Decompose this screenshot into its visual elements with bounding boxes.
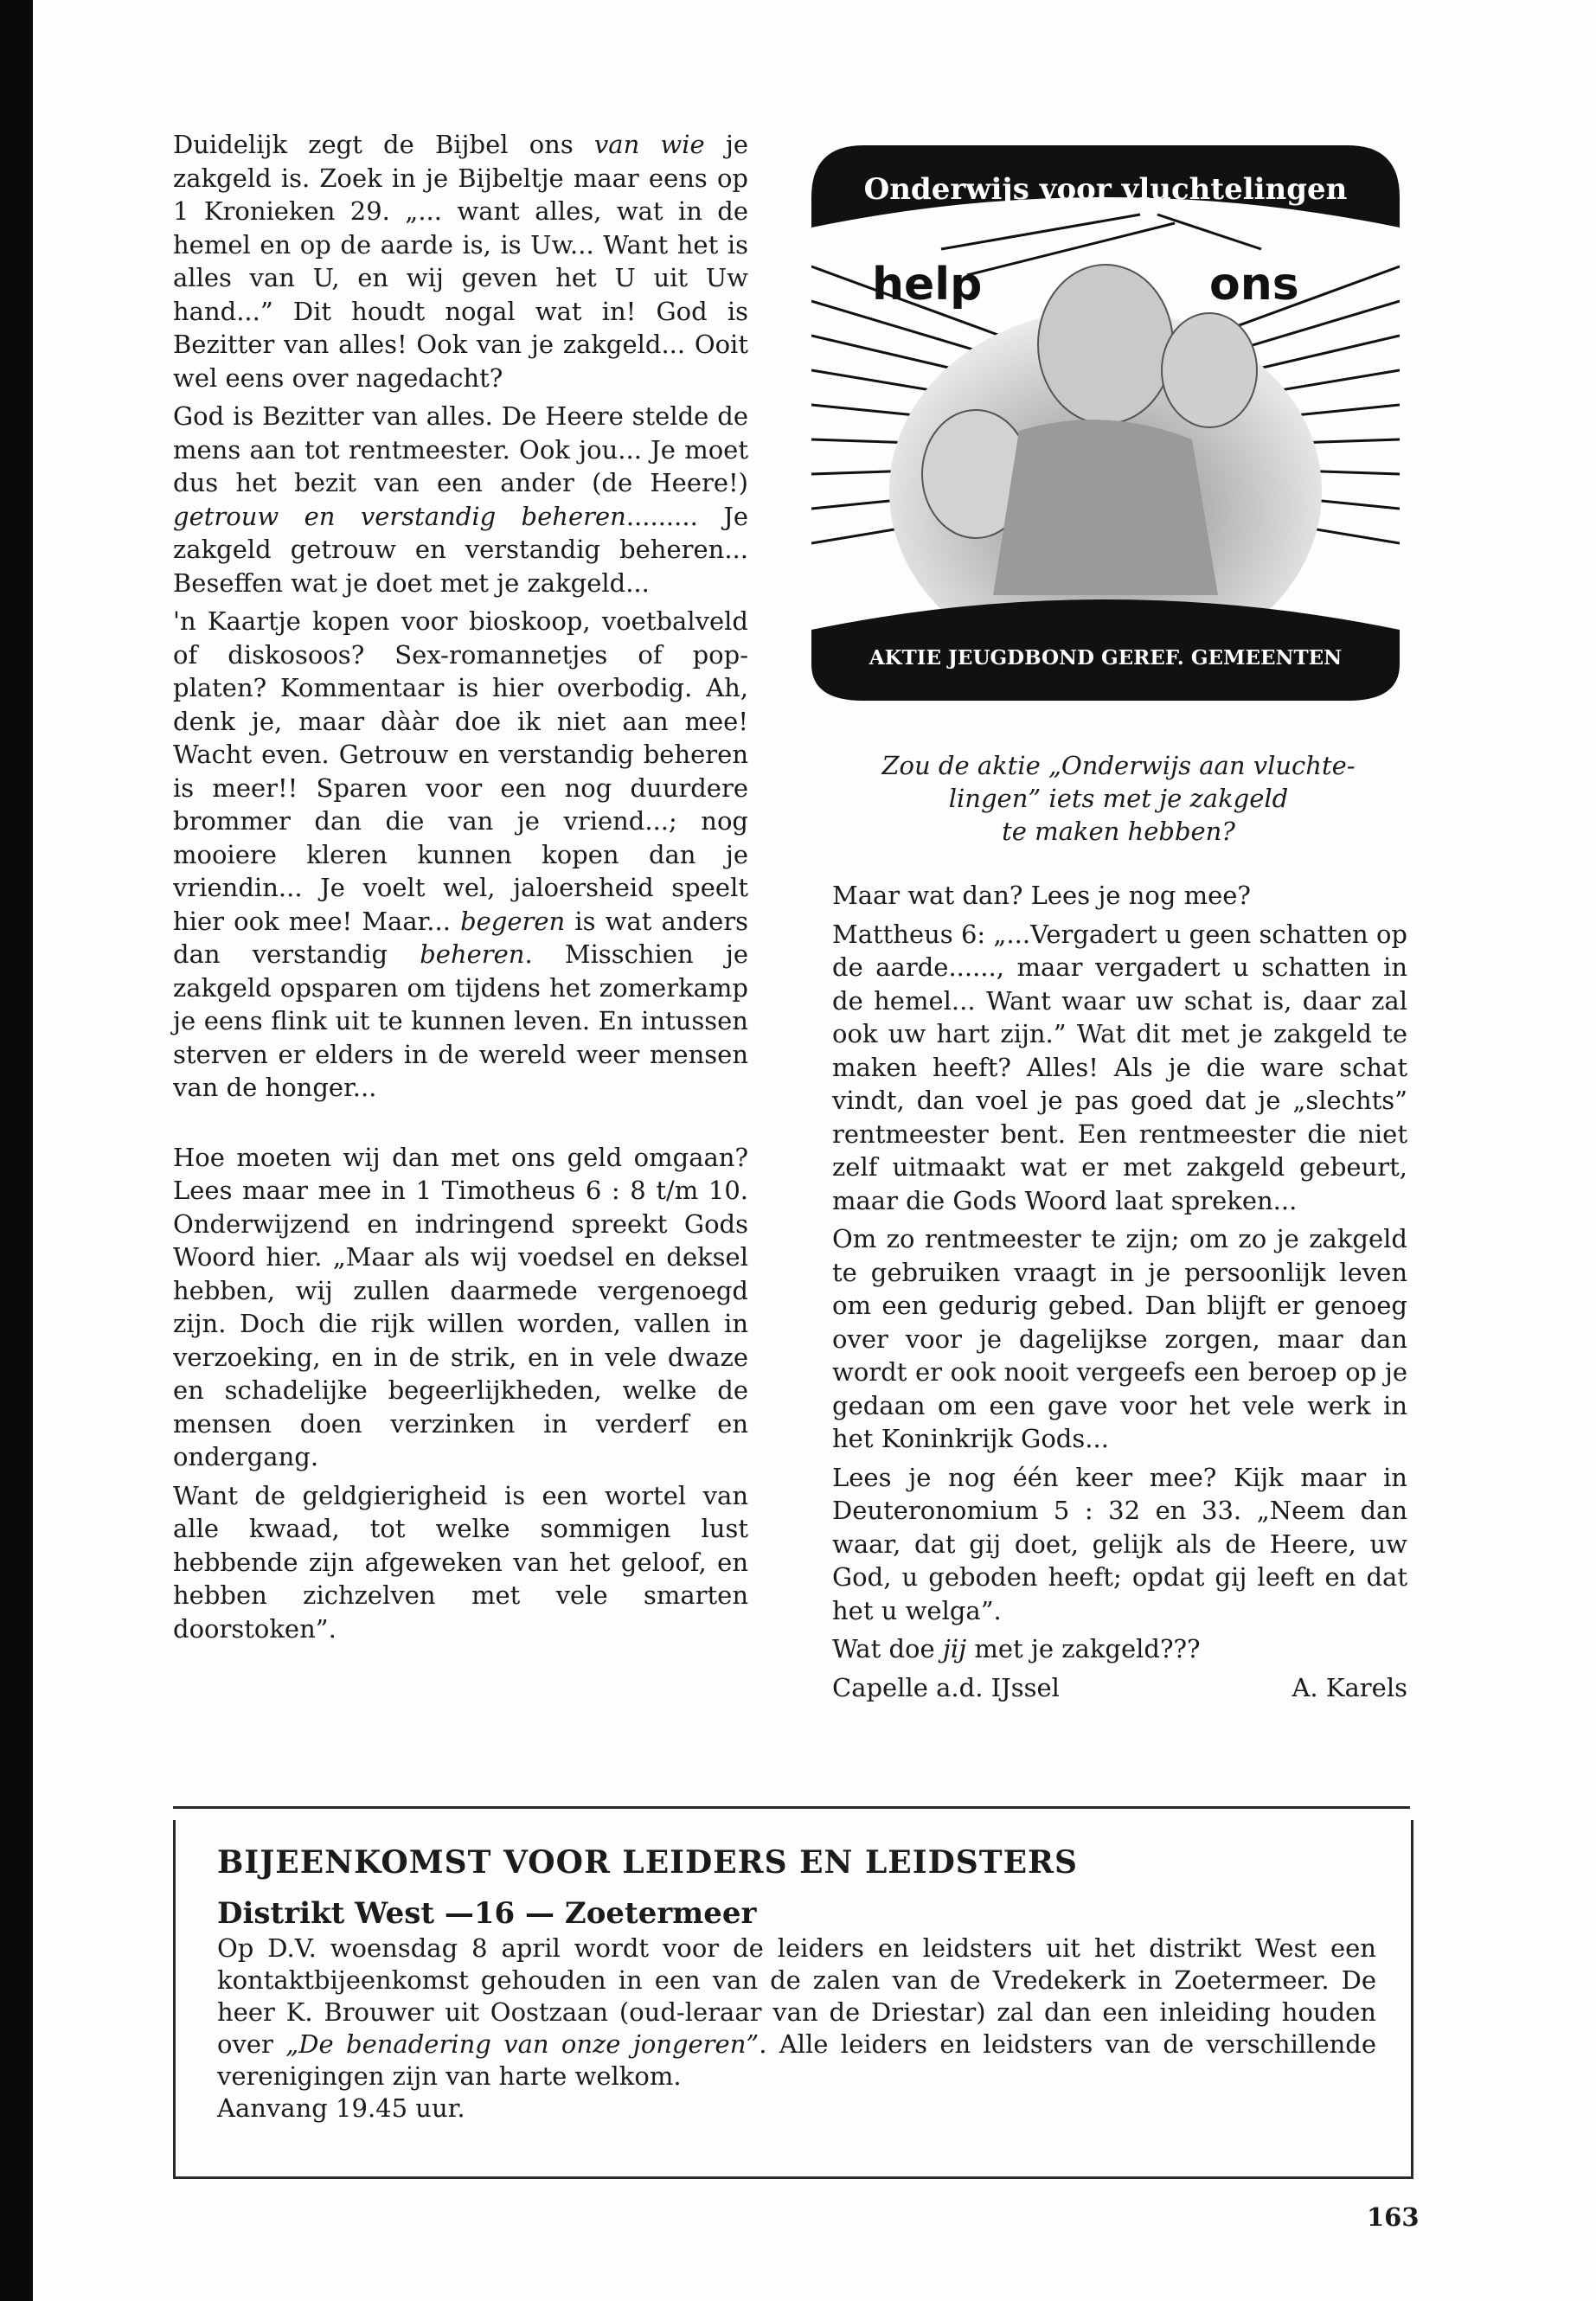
text-run: . Misschien je zakgeld opsparen om tijdens het zomerkamp je eens flink uit te kunnen leven. En intussen sterven er elders in de wereld weer mensen van de honger... bbox=[173, 939, 749, 1102]
signature-author: A. Karels bbox=[1292, 1672, 1407, 1702]
text-run: . Alle leiders en leidsters van de verschillende verenigingen zijn van harte welkom. bbox=[217, 2029, 1377, 2091]
italic-text: begeren bbox=[460, 906, 566, 936]
text-run: Duidelijk zegt de Bijbel ons bbox=[173, 130, 594, 159]
paragraph bbox=[832, 879, 1407, 913]
paragraph bbox=[173, 128, 748, 394]
paragraph bbox=[832, 918, 1407, 1218]
right-column bbox=[832, 879, 1407, 1704]
italic-text: jij bbox=[942, 1634, 967, 1663]
notice-closing: Aanvang 19.45 uur. bbox=[217, 2093, 465, 2123]
text-run: is wat anders dan verstandig bbox=[173, 906, 748, 969]
right-paragraphs bbox=[832, 879, 1407, 1666]
poster-banner-text: AKTIE JEUGDBOND GEREF. GEMEENTEN bbox=[869, 646, 1343, 670]
notice-content bbox=[217, 1844, 1376, 2125]
italic-text: getrouw en verstandig beheren bbox=[173, 501, 626, 531]
paragraph bbox=[832, 1632, 1407, 1666]
text-run: Want de geldgierigheid is een wortel van alle kwaad, tot welke sommigen lust hebbende zijn afgeweken van het geloof, en hebben zichzelven met vele smarten doorstoken”. bbox=[173, 1480, 748, 1644]
notice-body bbox=[217, 1932, 1376, 2093]
scan-binding-edge bbox=[0, 0, 33, 2301]
notice-subheading: Distrikt West —16 — Zoetermeer bbox=[217, 1896, 757, 1931]
italic-text: beheren bbox=[420, 939, 525, 969]
paragraph bbox=[832, 1461, 1407, 1628]
text-run: Om zo rentmeester te zijn; om zo je zakgeld te gebruiken vraagt in je persoonlijk leven om een gedurig gebed. Dan blijft er genoeg over voor je dagelijkse zorgen, maar dan wordt er ook nooit vergeefs een beroep op je gedaan om een gave voor het vele werk in het Koninkrijk Gods... bbox=[832, 1224, 1407, 1453]
text-run: je zakgeld is. Zoek in je Bijbeltje maar eens op 1 Kronieken 29. „... want alles, wat in de hemel en op de aarde is, is Uw... Want het is alles van U, en wij geven het U uit Uw hand...” Dit houdt nogal wat in! God is Bezitter van alles! Ook van je zakgeld... Ooit wel eens over nagedacht? bbox=[173, 130, 748, 393]
signature-place: Capelle a.d. IJssel bbox=[832, 1672, 1060, 1702]
poster-title: Onderwijs voor vluchtelingen bbox=[863, 172, 1348, 207]
notice-box bbox=[173, 1820, 1413, 2179]
caption-line: lingen” iets met je zakgeld bbox=[948, 784, 1289, 813]
caption-line: Zou de aktie „Onderwijs aan vluchte- bbox=[881, 751, 1356, 780]
section-divider bbox=[173, 1806, 1410, 1809]
poster-word-ons: ons bbox=[1209, 259, 1299, 311]
text-run: 'n Kaartje kopen voor bioskoop, voetbalveld of diskosoos? Sex-romannetjes of pop-platen? Kommentaar is hier overbodig. Ah, denk je, maar dààr doe ik niet aan mee! Wacht even. Getrouw en verstandig beheren is meer!! Sparen voor een nog duurdere brommer dan die van je vriend...; nog mooiere kleren kunnen kopen dan je vriendin... Je voelt wel, jaloersheid speelt hier ook mee! Maar... bbox=[173, 606, 748, 936]
left-column bbox=[173, 128, 748, 1650]
paragraph bbox=[173, 1141, 748, 1474]
signature bbox=[832, 1671, 1407, 1705]
text-run: Op D.V. woensdag 8 april wordt voor de leiders en leidsters uit het distrikt West een kontaktbijeenkomst gehouden in een van de zalen van de Vredekerk in Zoetermeer. De heer K. Brouwer uit Oostzaan (oud-leraar van de Driestar) zal dan een inleiding houden over bbox=[217, 1933, 1376, 2059]
paragraph bbox=[173, 605, 748, 1105]
text-run: Lees je nog één keer mee? Kijk maar in Deuteronomium 5 : 32 en 33. „Neem dan waar, dat gij doet, gelijk als de Heere, uw God, u geboden heeft; opdat gij leeft en dat het u welga”. bbox=[832, 1462, 1407, 1625]
paragraph bbox=[173, 1479, 748, 1646]
text-run: Wat doe bbox=[832, 1634, 943, 1663]
text-run: God is Bezitter van alles. De Heere stelde de mens aan tot rentmeester. Ook jou... Je moet dus het bezit van een ander (de Heere!) bbox=[173, 401, 748, 497]
notice-heading: BIJEENKOMST VOOR LEIDERS EN LEIDSTERS bbox=[217, 1844, 1078, 1881]
text-run: Maar wat dan? Lees je nog mee? bbox=[832, 881, 1251, 910]
poster-caption bbox=[822, 749, 1415, 848]
text-run: ......... Je zakgeld getrouw en verstandig beheren... Beseffen wat je doet met je zakgeld... bbox=[173, 501, 748, 598]
refugee-poster bbox=[811, 145, 1400, 701]
paragraph bbox=[832, 1222, 1407, 1456]
poster-word-help: help bbox=[872, 259, 983, 311]
poster-graphic bbox=[811, 145, 1400, 701]
text-run: Hoe moeten wij dan met ons geld omgaan? Lees maar mee in 1 Timotheus 6 : 8 t/m 10. Onderwijzend en indringend spreekt Gods Woord hier. „Maar als wij voedsel en deksel hebben, wij zullen daarmede vergenoegd zijn. Doch die rijk willen worden, vallen in verzoeking, en in de strik, en in vele dwaze en schadelijke begeerlijkheden, welke de mensen doen verzinken in verderf en ondergang. bbox=[173, 1142, 748, 1471]
paragraph bbox=[173, 400, 748, 599]
text-run: Mattheus 6: „...Vergadert u geen schatten op de aarde......, maar vergadert u schatten in de hemel... Want waar uw schat is, daar zal ook uw hart zijn.” Wat dit met je zakgeld te maken heeft? Alles! Als je die ware schat vindt, dan voel je pas goed dat je „slechts” rentmeester bent. Een rentmeester die niet zelf uitmaakt wat er met zakgeld gebeurt, maar die Gods Woord laat spreken... bbox=[832, 919, 1407, 1215]
italic-text: van wie bbox=[593, 130, 705, 159]
italic-text: „De benadering van onze jongeren” bbox=[285, 2029, 760, 2059]
caption-line: te maken hebben? bbox=[1002, 817, 1235, 846]
page-number: 163 bbox=[1367, 2202, 1420, 2232]
text-run: met je zakgeld??? bbox=[966, 1634, 1201, 1663]
